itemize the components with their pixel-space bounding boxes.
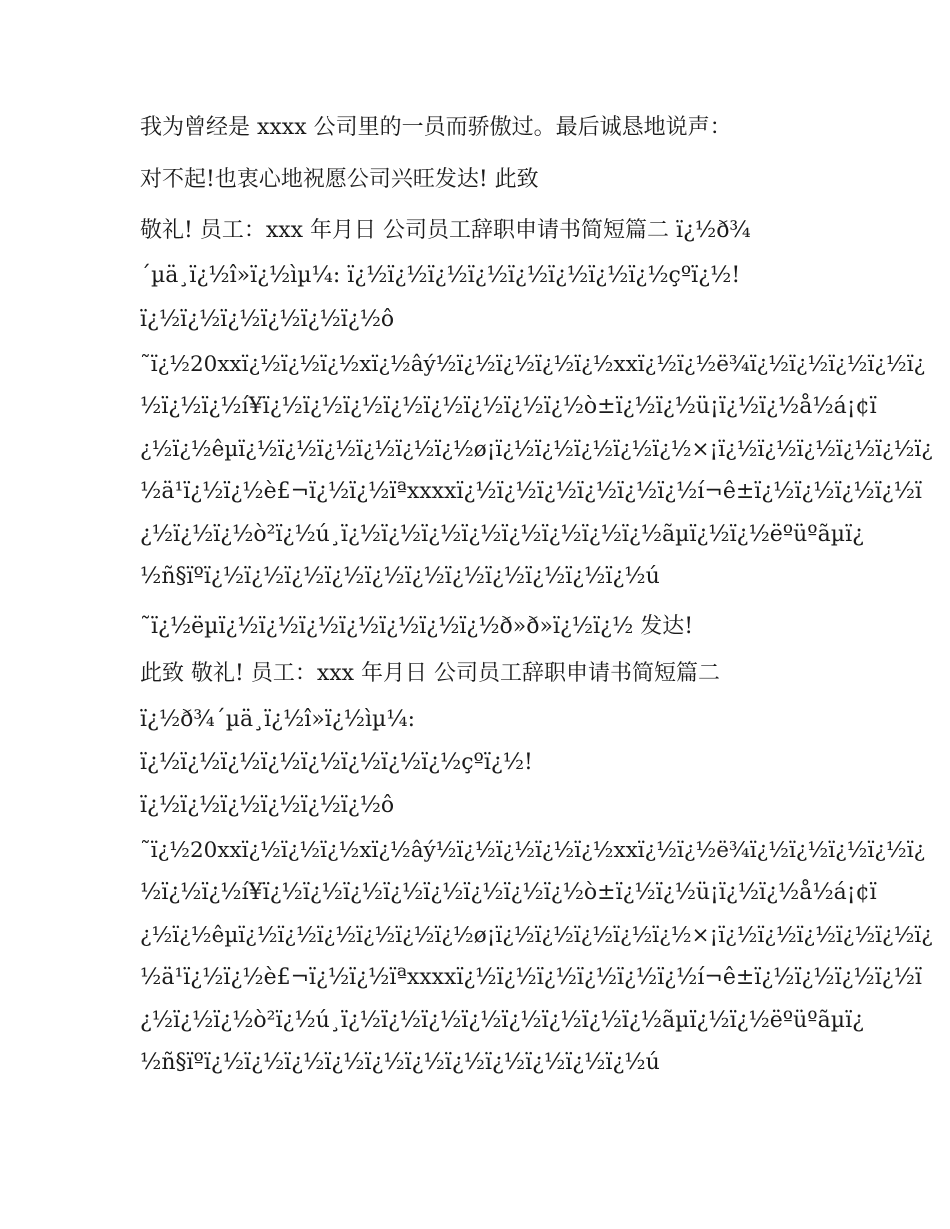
body-text-line: ï¿½ð¾´µä¸ï¿½î»ï¿½ìµ¼:: [140, 707, 416, 732]
body-text-line: ï¿½ï¿½ï¿½ï¿½ï¿½ï¿½ô: [140, 793, 395, 818]
body-text-line: ï¿½ï¿½ï¿½ï¿½ï¿½ï¿½ï¿½ï¿½çºï¿½!: [140, 750, 533, 775]
body-text-line: ¿½ï¿½ï¿½ò²ï¿½ú¸ï¿½ï¿½ï¿½ï¿½ï¿½ï¿½ï¿½ï¿½ãµï¿½ï¿½ëºüºãµï¿: [140, 1008, 864, 1033]
body-text-line: ï¿½ï¿½ï¿½ï¿½ï¿½ï¿½ô: [140, 307, 395, 332]
body-text-line: 对不起!也衷心地祝愿公司兴旺发达! 此致: [140, 167, 539, 192]
body-text-line: 敬礼! 员工：xxx 年月日 公司员工辞职申请书简短篇二 ï¿½ð¾: [140, 218, 751, 243]
body-text-line: ˜ï¿½20xxï¿½ï¿½ï¿½xï¿½âý½ï¿½ï¿½ï¿½ï¿½xxï¿½ï¿½ë¾ï¿½ï¿½ï¿½ï¿½ï¿: [140, 838, 926, 863]
body-text-line: ¿½ï¿½êµï¿½ï¿½ï¿½ï¿½ï¿½ï¿½ø¡ï¿½ï¿½ï¿½ï¿½ï¿½×¡ï¿½ï¿½ï¿½ï¿½ï¿½ï¿: [140, 437, 933, 462]
body-text-line: ¿½ï¿½ï¿½ò²ï¿½ú¸ï¿½ï¿½ï¿½ï¿½ï¿½ï¿½ï¿½ï¿½ãµï¿½ï¿½ëºüºãµï¿: [140, 522, 864, 547]
body-text-line: ´µä¸ï¿½î»ï¿½ìµ¼: ï¿½ï¿½ï¿½ï¿½ï¿½ï¿½ï¿½ï¿½çºï¿½!: [140, 263, 741, 288]
body-text-line: ½ï¿½ï¿½í¥ï¿½ï¿½ï¿½ï¿½ï¿½ï¿½ï¿½ï¿½ò±ï¿½ï¿½ü¡ï¿½ï¿½å½á¡¢ï: [140, 394, 877, 419]
body-text-line: ½ñ§ïºï¿½ï¿½ï¿½ï¿½ï¿½ï¿½ï¿½ï¿½ï¿½ï¿½ï¿½ú: [140, 1050, 660, 1075]
body-text-line: 我为曾经是 xxxx 公司里的一员而骄傲过。最后诚恳地说声：: [140, 115, 732, 140]
body-text-line: ½ä¹ï¿½ï¿½è£¬ï¿½ï¿½ïªxxxxï¿½ï¿½ï¿½ï¿½ï¿½ï¿½í¬ê±ï¿½ï¿½ï¿½ï¿½ï: [140, 965, 922, 990]
body-text-line: ½ä¹ï¿½ï¿½è£¬ï¿½ï¿½ïªxxxxï¿½ï¿½ï¿½ï¿½ï¿½ï¿½í¬ê±ï¿½ï¿½ï¿½ï¿½ï: [140, 479, 922, 504]
body-text-line: 此致 敬礼! 员工：xxx 年月日 公司员工辞职申请书简短篇二: [140, 661, 721, 686]
body-text-line: ˜ï¿½20xxï¿½ï¿½ï¿½xï¿½âý½ï¿½ï¿½ï¿½ï¿½xxï¿½ï¿½ë¾ï¿½ï¿½ï¿½ï¿½ï¿: [140, 352, 926, 377]
body-text-line: ½ï¿½ï¿½í¥ï¿½ï¿½ï¿½ï¿½ï¿½ï¿½ï¿½ï¿½ò±ï¿½ï¿½ü¡ï¿½ï¿½å½á¡¢ï: [140, 880, 877, 905]
body-text-line: ˜ï¿½ëµï¿½ï¿½ï¿½ï¿½ï¿½ï¿½ï¿½ð»ð»ï¿½ï¿½ 发达!: [140, 614, 694, 639]
body-text-line: ¿½ï¿½êµï¿½ï¿½ï¿½ï¿½ï¿½ï¿½ø¡ï¿½ï¿½ï¿½ï¿½ï¿½×¡ï¿½ï¿½ï¿½ï¿½ï¿½ï¿: [140, 923, 933, 948]
body-text-line: ½ñ§ïºï¿½ï¿½ï¿½ï¿½ï¿½ï¿½ï¿½ï¿½ï¿½ï¿½ï¿½ú: [140, 564, 660, 589]
